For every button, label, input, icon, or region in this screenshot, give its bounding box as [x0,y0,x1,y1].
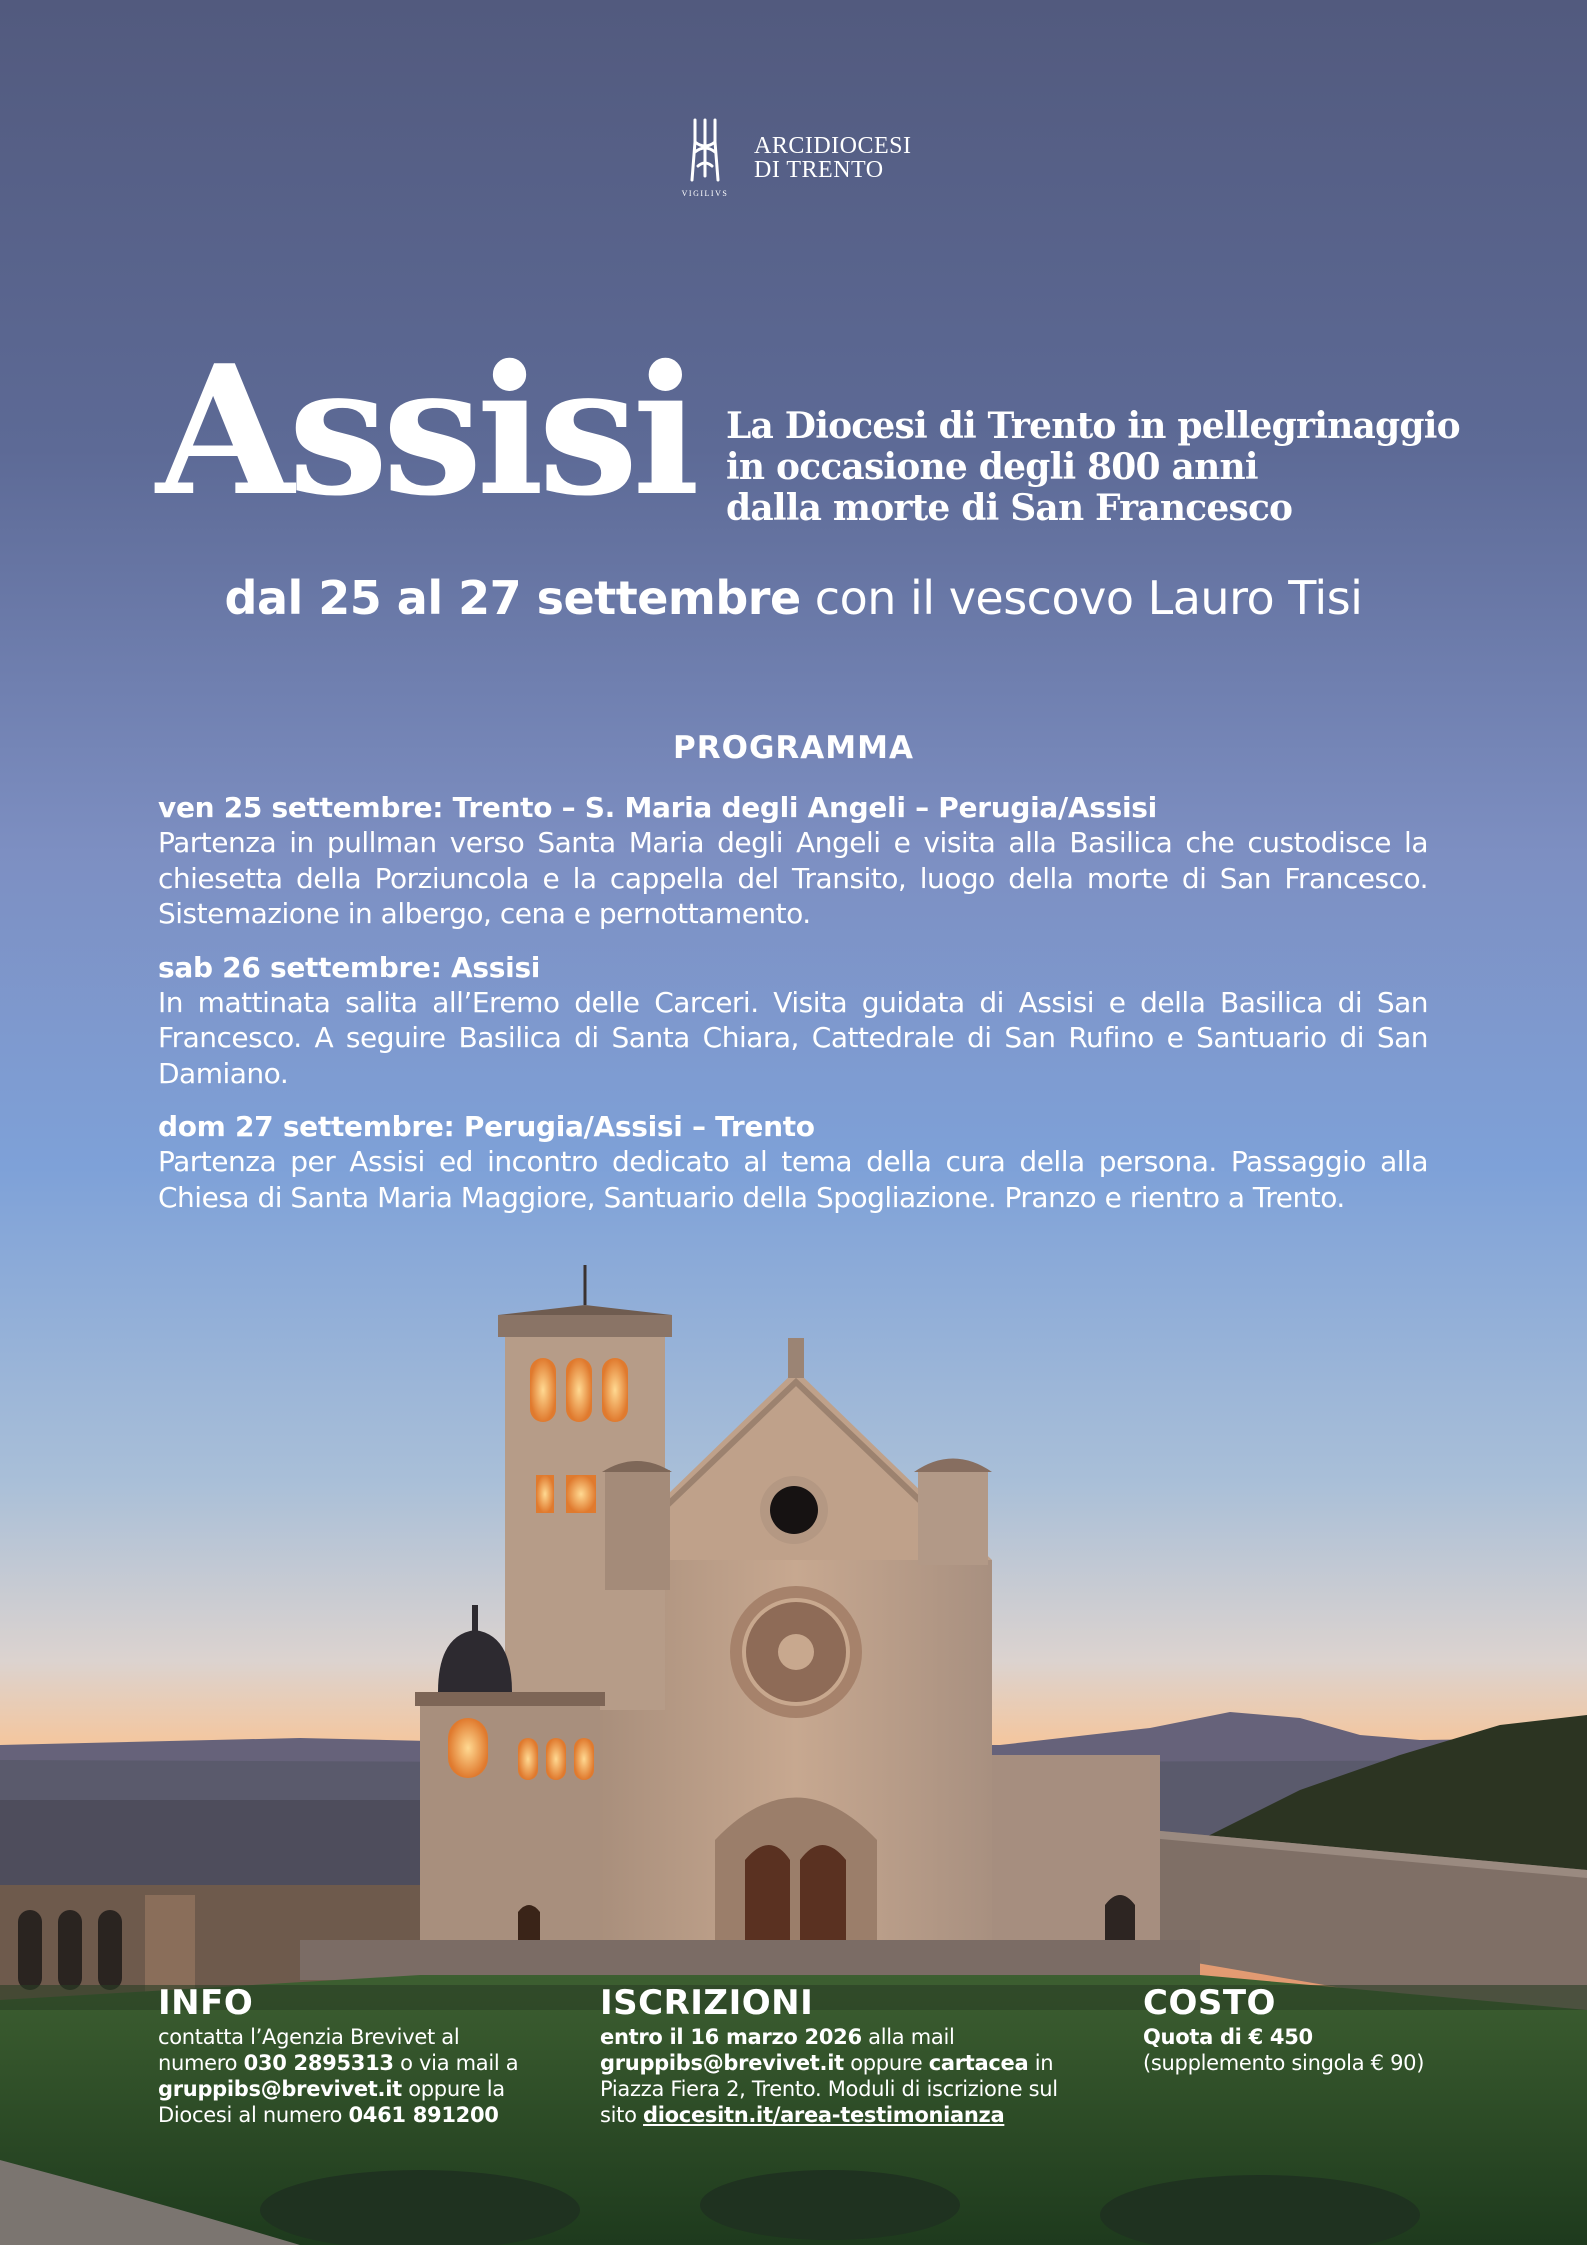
program-title: PROGRAMMA [673,730,914,766]
registration-paper: cartacea [928,2051,1029,2075]
registration-text-3: in Piazza Fiera 2, Trento. Moduli di iscrizione sul sito [600,2051,1058,2127]
info-phone-diocese: 0461 891200 [348,2103,499,2127]
registration-deadline: entro il 16 marzo 2026 [600,2025,862,2049]
registration-text [600,2024,1060,2128]
program-list [158,790,1428,1233]
info-title: INFO [158,1983,254,2023]
page-title: Assisi [156,326,694,535]
logo-name-line-1: ARCIDIOCESI [754,133,912,159]
cost-supplement: (supplemento singola € 90) [1143,2051,1425,2075]
info-phone-agency: 030 2895313 [243,2051,394,2075]
program-day [158,1109,1428,1215]
subtitle-line-3: dalla morte di San Francesco [726,487,1293,529]
info-text [158,2024,538,2128]
logo-name [754,134,912,182]
cost-text [1143,2024,1443,2076]
page-subtitle [726,406,1460,529]
program-day-text: Partenza per Assisi ed incontro dedicato al tema della cura della persona. Passaggio alla Chiesa di Santa Maria Maggiore, Santuario della Spogliazione. Pranzo e rientro a Trento. [158,1145,1428,1214]
registration-text-1: alla mail [861,2025,955,2049]
info-section [158,1982,538,2128]
trip-dates [0,568,1587,628]
program-day-text: Partenza in pullman verso Santa Maria degli Angeli e visita alla Basilica che custodisce la chiesetta della Porziuncola e la cappella del Transito, luogo della morte di San Francesco. Sistemazione in albergo, cena e pernottamento. [158,826,1428,930]
diocese-logo [680,116,940,206]
trip-dates-host: con il vescovo Lauro Tisi [814,571,1363,625]
registration-section [600,1982,1060,2128]
logo-motto: VIGILIVS [681,189,729,198]
subtitle-line-2: in occasione degli 800 anni [726,446,1258,488]
program-day [158,790,1428,932]
program-day-heading: dom 27 settembre: Perugia/Assisi – Trento [158,1110,815,1143]
info-text-2: o via mail a [393,2051,519,2075]
program-day-text: In mattinata salita all’Eremo delle Carceri. Visita guidata di Assisi e della Basilica di San Francesco. A seguire Basilica di Santa Chiara, Cattedrale di San Rufino e Santuario di San Damiano. [158,985,1428,1090]
registration-text-2: oppure [843,2051,929,2075]
cost-price: Quota di € 450 [1143,2025,1313,2049]
info-text-1: contatta l’Agenzia Brevivet al numero [158,2025,460,2075]
program-day-heading: sab 26 settembre: Assisi [158,950,541,984]
registration-email-link[interactable]: gruppibs@brevivet.it [600,2051,844,2075]
cost-title: COSTO [1143,1983,1276,2023]
trip-dates-range: dal 25 al 27 settembre [224,571,801,625]
logo-name-line-2: DI TRENTO [754,157,884,183]
info-email-link[interactable]: gruppibs@brevivet.it [158,2077,402,2101]
subtitle-line-1: La Diocesi di Trento in pellegrinaggio [726,405,1460,447]
program-day [158,950,1428,1092]
cost-section [1143,1982,1443,2076]
program-day-heading: ven 25 settembre: Trento – S. Maria degli Angeli – Perugia/Assisi [158,791,1157,824]
registration-site-link[interactable]: diocesitn.it/area-testimonianza [643,2103,1005,2127]
registration-title: ISCRIZIONI [600,1983,814,2023]
info-text-3: oppure la Diocesi al numero [158,2077,505,2127]
vigilius-emblem-icon [680,116,730,188]
